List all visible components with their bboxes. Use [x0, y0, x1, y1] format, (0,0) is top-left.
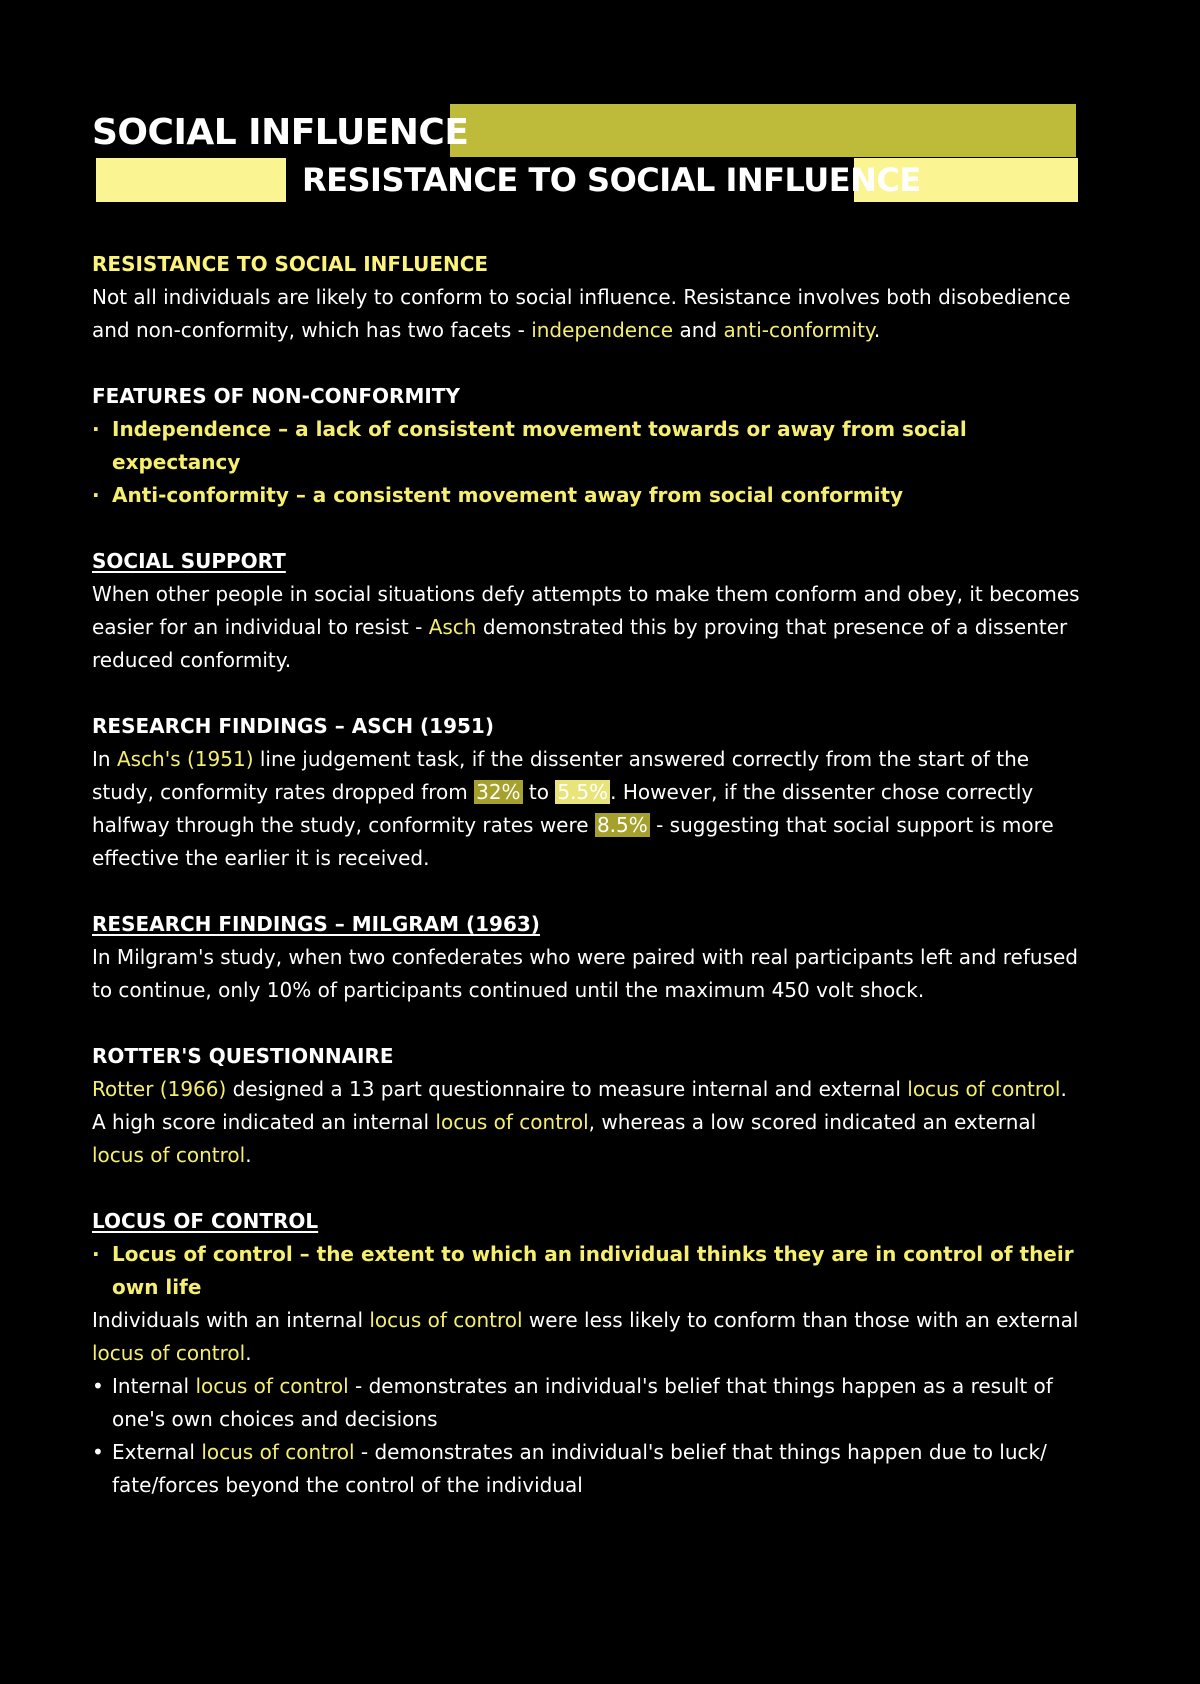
key-term: locus of control: [201, 1440, 355, 1464]
highlight-value: 5.5%: [557, 780, 609, 804]
section-asch: [92, 710, 1082, 875]
key-term: Asch's (1951): [116, 747, 254, 771]
key-term: locus of control: [907, 1077, 1061, 1101]
text-run: designed a 13 part questionnaire to measure internal and external: [226, 1077, 908, 1101]
text-run: When other people in social situations defy attempts to make them conform and obey, it becomes easier for an individual to resist -: [92, 582, 1080, 639]
section-text: [92, 743, 1082, 875]
section-heading: RESEARCH FINDINGS – ASCH (1951): [92, 714, 494, 738]
section-resistance: [92, 248, 1082, 347]
section-text: [92, 1304, 1082, 1370]
section-heading: RESEARCH FINDINGS – MILGRAM (1963): [92, 912, 540, 936]
text-run: Individuals with an internal: [92, 1308, 370, 1332]
text-run: .: [873, 318, 881, 342]
section-text: [92, 578, 1082, 677]
text-run: to: [522, 780, 556, 804]
key-term: anti-conformity: [723, 318, 874, 342]
text-run: External: [112, 1440, 202, 1464]
text-run: demonstrated this by proving that presence of a dissenter reduced conformity.: [92, 615, 1068, 672]
key-term: locus of control: [92, 1143, 246, 1167]
definition-list: [92, 1238, 1082, 1304]
highlight-value: 32%: [476, 780, 521, 804]
key-term: independence: [531, 318, 674, 342]
section-text: [92, 281, 1082, 347]
text-run: In: [92, 747, 117, 771]
section-heading: RESISTANCE TO SOCIAL INFLUENCE: [92, 252, 489, 276]
text-run: Not all individuals are likely to conform to social influence. Resistance involves both disobedience and non-conformity, which has two facets -: [92, 285, 1071, 342]
section-milgram: [92, 908, 1082, 1007]
header-bar-pale-left: [96, 158, 286, 202]
key-term: locus of control: [435, 1110, 589, 1134]
text-run: - demonstrates an individual's belief that things happen as a result of one's own choices and decisions: [112, 1374, 1053, 1431]
text-run: - suggesting that social support is more effective the earlier it is received.: [92, 813, 1054, 870]
highlight-value: 8.5%: [596, 813, 648, 837]
page-subtitle: RESISTANCE TO SOCIAL INFLUENCE: [302, 161, 921, 199]
list-item: · Locus of control – the extent to which an individual thinks they are in control of their own life: [92, 1238, 1082, 1304]
text-run: Internal: [112, 1374, 196, 1398]
text-run: line judgement task, if the dissenter answered correctly from the start of the study, conformity rates dropped from: [92, 747, 1030, 804]
section-features: [92, 380, 1082, 512]
text-run: and: [673, 318, 724, 342]
section-heading: ROTTER'S QUESTIONNAIRE: [92, 1044, 394, 1068]
text-run: , whereas a low scored indicated an external: [588, 1110, 1037, 1134]
header-bar-olive: [450, 104, 1076, 157]
list-item: [92, 1370, 1082, 1436]
text-run: . However, if the dissenter chose correctly halfway through the study, conformity rates were: [92, 780, 1034, 837]
section-social-support: [92, 545, 1082, 677]
text-run: . A high score indicated an internal: [92, 1077, 1067, 1134]
section-heading: FEATURES OF NON-CONFORMITY: [92, 384, 460, 408]
page-title: SOCIAL INFLUENCE: [92, 112, 469, 153]
section-heading: LOCUS OF CONTROL: [92, 1209, 319, 1233]
key-term: Rotter (1966): [92, 1077, 227, 1101]
list-item: [92, 1436, 1082, 1502]
list-item: · Independence – a lack of consistent movement towards or away from social expectancy: [92, 413, 1082, 479]
locus-types-list: [92, 1370, 1082, 1502]
text-run: .: [245, 1143, 252, 1167]
text-run: - demonstrates an individual's belief that things happen due to luck/ fate/forces beyond the control of the individual: [112, 1440, 1047, 1497]
section-heading: SOCIAL SUPPORT: [92, 549, 286, 573]
list-item: · Anti-conformity – a consistent movement away from social conformity: [92, 479, 1082, 512]
key-term: locus of control: [92, 1341, 246, 1365]
notes-body: [92, 248, 1082, 1535]
text-run: were less likely to conform than those with an external: [522, 1308, 1079, 1332]
text-run: .: [245, 1341, 252, 1365]
section-text: In Milgram's study, when two confederates who were paired with real participants left and refused to continue, only 10% of participants continued until the maximum 450 volt shock.: [92, 945, 1078, 1002]
section-locus: [92, 1205, 1082, 1502]
key-term: locus of control: [195, 1374, 349, 1398]
section-rotter: [92, 1040, 1082, 1172]
section-text: [92, 1073, 1082, 1172]
key-term: Asch: [428, 615, 477, 639]
key-term: locus of control: [369, 1308, 523, 1332]
features-list: [92, 413, 1082, 512]
